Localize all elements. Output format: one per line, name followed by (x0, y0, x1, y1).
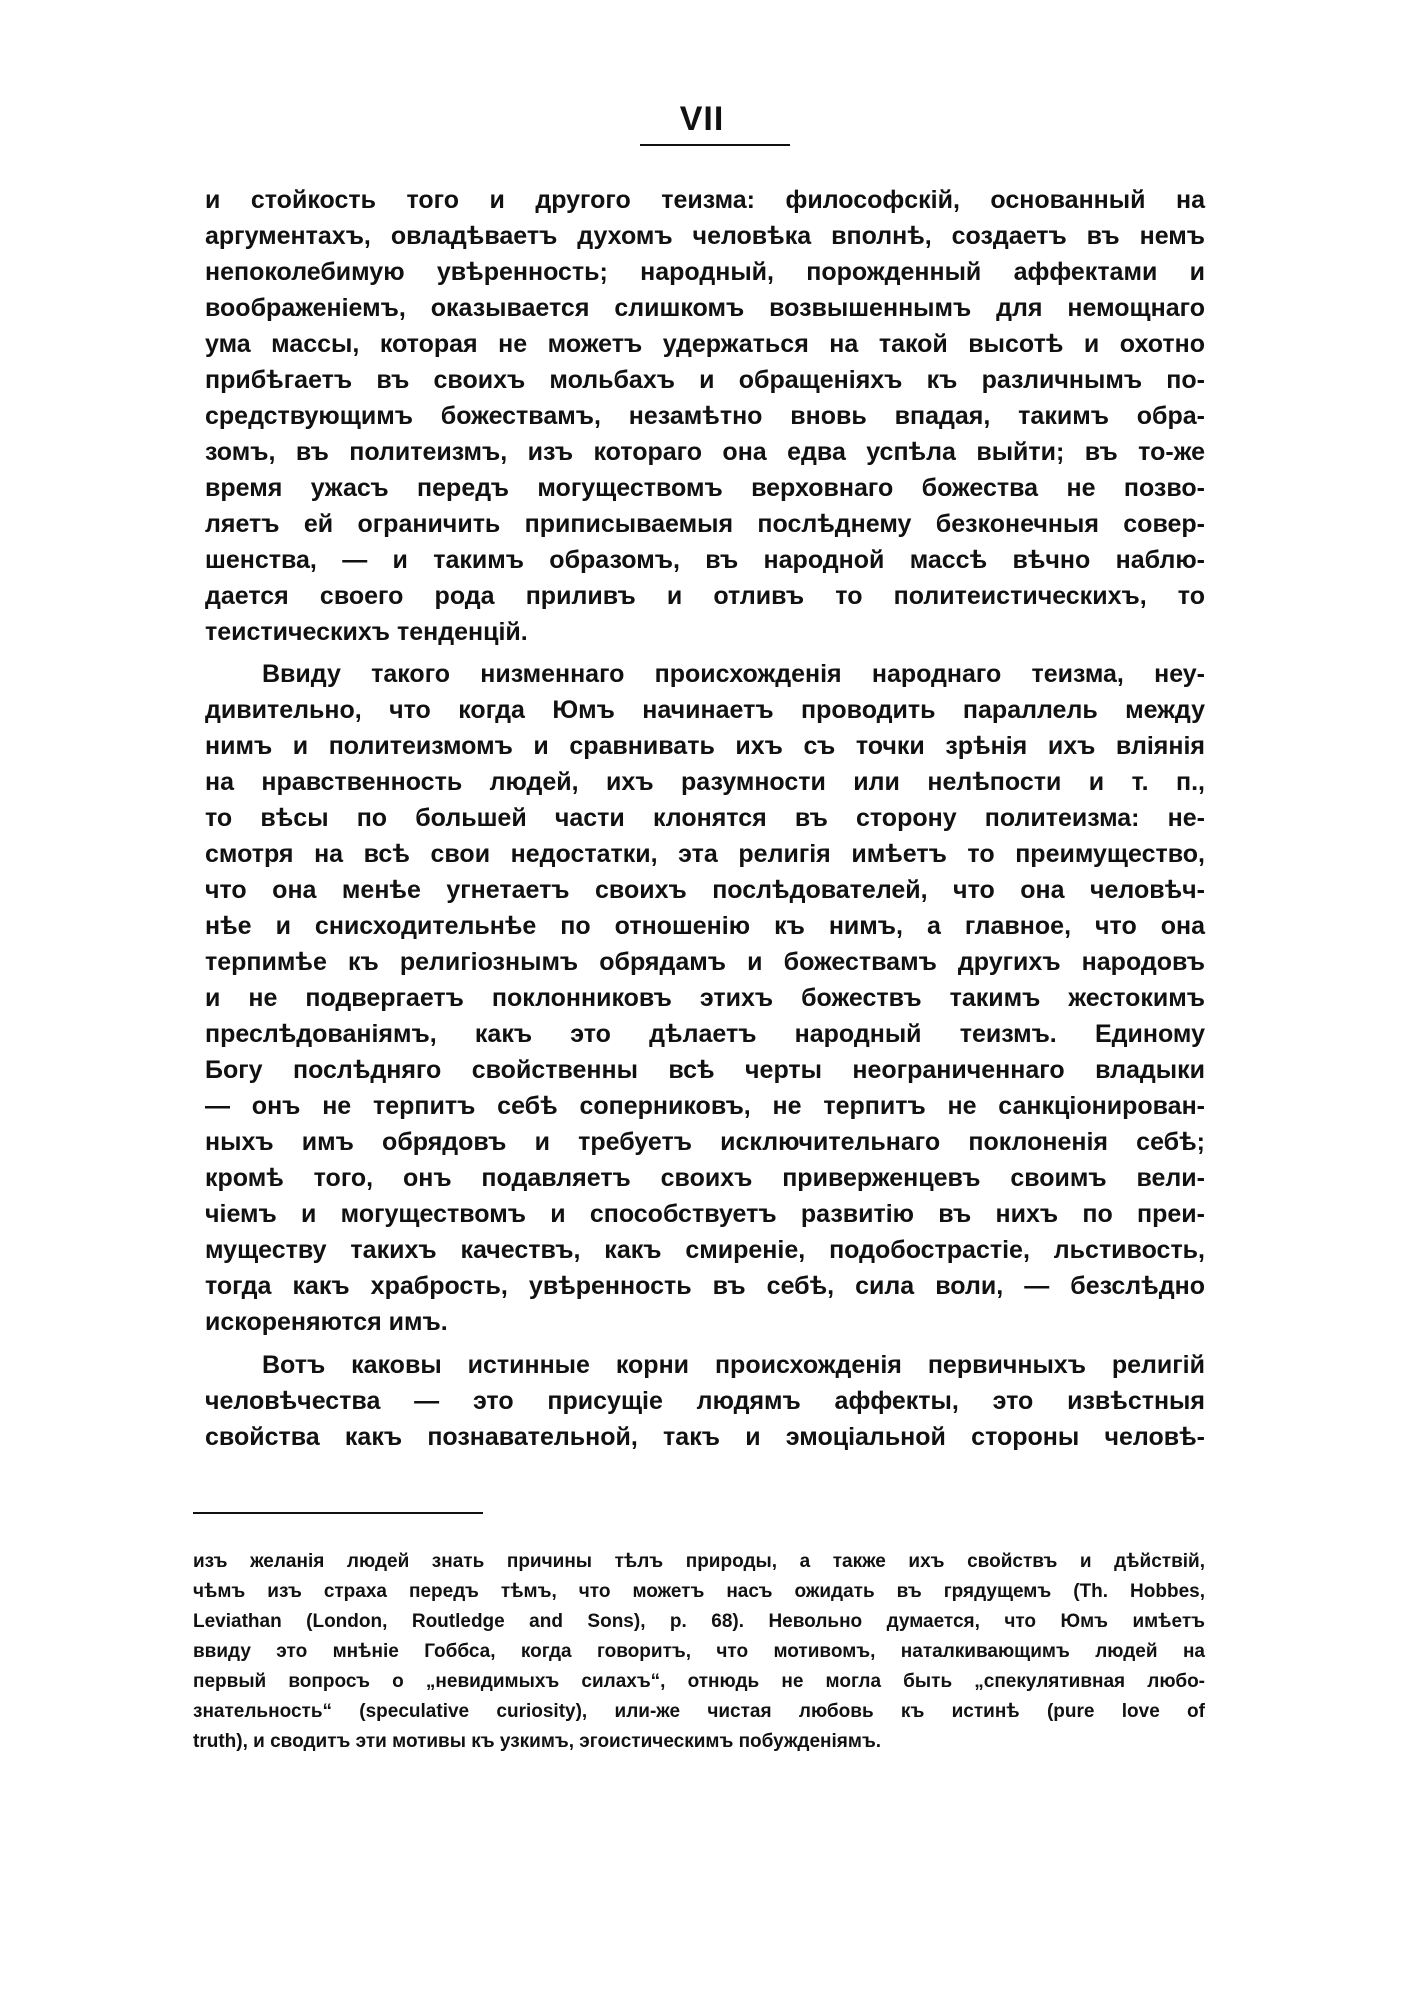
footnote-line: Leviathan (London, Routledge and Sons), p. 68). Невольно думается, что Юмъ имѣетъ (193, 1611, 1205, 1632)
text-line: нимъ и политеизмомъ и сравнивать ихъ съ точки зрѣнія ихъ вліянія (205, 732, 1205, 760)
page-number: VII (679, 100, 725, 138)
text-line: дается своего рода приливъ и отливъ то политеистическихъ, то (205, 582, 1205, 610)
text-line: искореняются имъ. (205, 1308, 448, 1336)
text-line: воображеніемъ, оказывается слишкомъ возвышеннымъ для немощнаго (205, 294, 1205, 322)
text-line: шенства, — и такимъ образомъ, въ народной массѣ вѣчно наблю- (205, 546, 1205, 574)
text-line: Богу послѣдняго свойственны всѣ черты неограниченнаго владыки (205, 1056, 1205, 1084)
text-line: аргументахъ, овладѣваетъ духомъ человѣка вполнѣ, создаетъ въ немъ (205, 222, 1205, 250)
text-line: ныхъ имъ обрядовъ и требуетъ исключительнаго поклоненія себѣ; (205, 1128, 1205, 1156)
paragraph-start-line: Вотъ каковы истинные корни происхожденія первичныхъ религій (262, 1351, 1205, 1379)
page-number-rule (640, 144, 790, 146)
text-line: нѣе и снисходительнѣе по отношенію къ нимъ, а главное, что она (205, 912, 1205, 940)
text-line: — онъ не терпитъ себѣ соперниковъ, не терпитъ не санкціонирован- (205, 1092, 1205, 1120)
text-line: непоколебимую увѣренность; народный, порожденный аффектами и (205, 258, 1205, 286)
text-line: то вѣсы по большей части клонятся въ сторону политеизма: не- (205, 804, 1205, 832)
text-line: теистическихъ тенденцій. (205, 618, 528, 646)
text-line: ума массы, которая не можетъ удержаться на такой высотѣ и охотно (205, 330, 1205, 358)
text-line: что она менѣе угнетаетъ своихъ послѣдователей, что она человѣч- (205, 876, 1205, 904)
footnote-line: первый вопросъ о „невидимыхъ силахъ“, отнюдь не могла быть „спекулятивная любо- (193, 1671, 1205, 1692)
text-line: на нравственность людей, ихъ разумности или нелѣпости и т. п., (205, 768, 1205, 796)
text-line: зомъ, въ политеизмъ, изъ котораго она едва успѣла выйти; въ то-же (205, 438, 1205, 466)
footnote-line: изъ желанія людей знать причины тѣлъ природы, а также ихъ свойствъ и дѣйствій, (193, 1551, 1205, 1572)
footnote-line: ввиду это мнѣніе Гоббса, когда говоритъ, что мотивомъ, наталкивающимъ людей на (193, 1641, 1205, 1662)
text-line: и стойкость того и другого теизма: философскій, основанный на (205, 186, 1205, 214)
text-line: ляетъ ей ограничить приписываемыя послѣднему безконечныя совер- (205, 510, 1205, 538)
footnote-rule (193, 1512, 483, 1514)
text-line: терпимѣе къ религіознымъ обрядамъ и божествамъ другихъ народовъ (205, 948, 1205, 976)
text-line: кромѣ того, онъ подавляетъ своихъ приверженцевъ своимъ вели- (205, 1164, 1205, 1192)
text-line: чіемъ и могуществомъ и способствуетъ развитію въ нихъ по преи- (205, 1200, 1205, 1228)
paragraph-start-line: Ввиду такого низменнаго происхожденія народнаго теизма, неу- (262, 660, 1205, 688)
text-line: дивительно, что когда Юмъ начинаетъ проводить параллель между (205, 696, 1205, 724)
text-line: смотря на всѣ свои недостатки, эта религія имѣетъ то преимущество, (205, 840, 1205, 868)
text-line: тогда какъ храбрость, увѣренность въ себѣ, сила воли, — безслѣдно (205, 1272, 1205, 1300)
text-line: преслѣдованіямъ, какъ это дѣлаетъ народный теизмъ. Единому (205, 1020, 1205, 1048)
text-line: муществу такихъ качествъ, какъ смиреніе, подобострастіе, льстивость, (205, 1236, 1205, 1264)
text-line: средствующимъ божествамъ, незамѣтно вновь впадая, такимъ обра- (205, 402, 1205, 430)
text-line: прибѣгаетъ въ своихъ мольбахъ и обращеніяхъ къ различнымъ по- (205, 366, 1205, 394)
footnote-line: чѣмъ изъ страха передъ тѣмъ, что можетъ насъ ожидать въ грядущемъ (Th. Hobbes, (193, 1581, 1205, 1602)
text-line: человѣчества — это присущіе людямъ аффекты, это извѣстныя (205, 1387, 1205, 1415)
footnote-line: знательность“ (speculative curiosity), или-же чистая любовь къ истинѣ (pure love of (193, 1701, 1205, 1722)
footnote-line: truth), и сводитъ эти мотивы къ узкимъ, эгоистическимъ побужденіямъ. (193, 1731, 882, 1752)
text-line: свойства какъ познавательной, такъ и эмоціальной стороны человѣ- (205, 1423, 1205, 1451)
text-line: и не подвергаетъ поклонниковъ этихъ божествъ такимъ жестокимъ (205, 984, 1205, 1012)
text-line: время ужасъ передъ могуществомъ верховнаго божества не позво- (205, 474, 1205, 502)
